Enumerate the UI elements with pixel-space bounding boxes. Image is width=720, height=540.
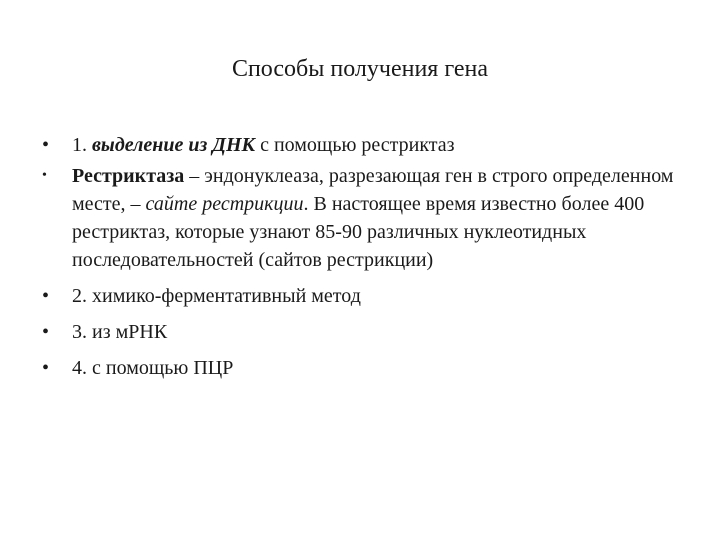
bullet-item-4 — [42, 318, 682, 346]
bullet-text-part: 4. с помощью ПЦР — [72, 357, 234, 379]
bullet-marker: • — [42, 357, 50, 379]
bullet-text-italic: сайте рестрикции — [145, 193, 304, 215]
bullet-marker: • — [42, 168, 47, 183]
bullet-item-1 — [42, 131, 682, 159]
bullet-text-part: 2. химико-ферментативный метод — [72, 285, 361, 307]
bullet-item-2 — [42, 162, 682, 274]
bullet-marker: • — [42, 321, 50, 343]
bullet-text-part: 1. — [72, 134, 92, 156]
bullet-item-3 — [42, 282, 682, 310]
bullet-text-part: с помощью рестриктаз — [255, 134, 455, 156]
bullet-text-emphasis: выделение из ДНК — [92, 134, 256, 156]
bullet-marker: • — [42, 134, 50, 156]
bullet-marker: • — [42, 285, 50, 307]
bullet-text-term: Рестриктаза — [72, 165, 185, 187]
bullet-text-part: 3. из мРНК — [72, 321, 168, 343]
slide-title: Способы получения гена — [231, 56, 489, 82]
bullet-item-5 — [42, 354, 682, 382]
bullet-text-part: – эндонуклеаза, разрезающая ген в строго определенном месте, – — [72, 165, 674, 215]
bullet-text-part: . В настоящее время известно более 400 рестриктаз, которые узнают 85-90 различных нуклеотидных последовательностей (сайтов рестрикции) — [72, 193, 645, 271]
bullet-list — [42, 131, 682, 382]
